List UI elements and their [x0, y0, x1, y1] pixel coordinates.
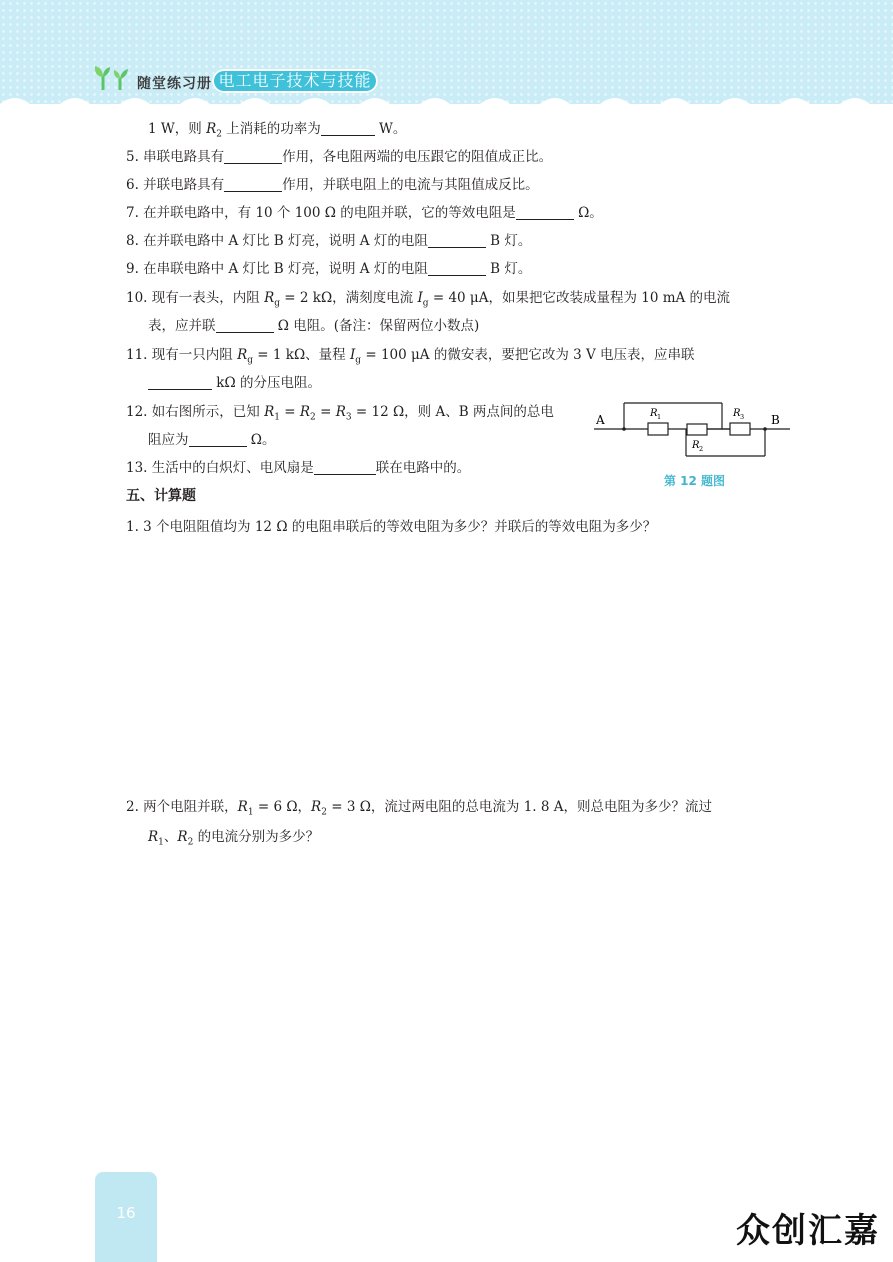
r3-label-sub: 3 — [740, 413, 745, 421]
question-6 — [126, 171, 806, 199]
q12-line2-text-a: 阻应为 — [148, 432, 189, 448]
c2-var-r1: R — [237, 799, 248, 815]
node-b-label: B — [771, 413, 780, 427]
answer-blank[interactable] — [321, 119, 375, 136]
answer-blank[interactable] — [224, 175, 282, 192]
answer-blank[interactable] — [216, 316, 274, 333]
question-10-line-2 — [148, 312, 828, 340]
q12-line2-text-b: Ω。 — [246, 432, 276, 448]
q13-text-b: 联在电路中的。 — [375, 460, 471, 476]
question-12-line-2 — [148, 426, 548, 454]
c2-line2-var-r1: R — [148, 829, 159, 845]
r1-label: R — [650, 408, 658, 419]
q12-var-r2-sub: 2 — [310, 412, 316, 423]
question-9 — [126, 255, 806, 283]
c2-line2-var-r2-sub: 2 — [187, 837, 194, 848]
q11-var-r-sub: g — [247, 355, 253, 366]
q4-var-r: R — [206, 121, 217, 137]
book-series-label: 随堂练习册 — [137, 76, 212, 92]
q10-text-a: 10. 现有一表头，内阻 — [126, 290, 265, 306]
q10-line2-text-b: Ω 电阻。(备注：保留两位小数点) — [273, 318, 480, 334]
sprout-logo-icon — [94, 64, 130, 90]
node-dot-right — [763, 427, 767, 431]
q13-text-a: 13. 生活中的白炽灯、电风扇是 — [126, 460, 314, 476]
q12-var-r2: R — [299, 404, 311, 420]
c2-line2-var-r1-sub: 1 — [158, 837, 164, 848]
r2-label: R — [692, 440, 700, 451]
q12-var-r3-sub: 3 — [345, 412, 352, 423]
calc-question-2-line-1 — [126, 793, 806, 827]
q8-text-a: 8. 在并联电路中 A 灯比 B 灯亮，说明 A 灯的电阻 — [126, 233, 428, 249]
page-number-tab — [95, 1172, 157, 1262]
calc-question-1: 1. 3 个电阻阻值均为 12 Ω 的电阻串联后的等效电阻为多少？并联后的等效电阻为多少？ — [126, 519, 657, 535]
page-header-band — [0, 0, 893, 104]
question-13 — [126, 454, 566, 482]
q12-var-r1-sub: 1 — [274, 412, 280, 423]
answer-blank[interactable] — [148, 373, 212, 390]
node-a-label: A — [596, 413, 605, 427]
q10-text-b: = 2 kΩ，满刻度电流 — [280, 290, 418, 306]
q7-text-b: Ω。 — [573, 205, 603, 221]
q11-text-c: = 100 μA 的微安表，要把它改为 3 V 电压表，应串联 — [361, 347, 695, 363]
answer-blank[interactable] — [314, 458, 376, 475]
r1-label-sub: 1 — [657, 413, 662, 421]
q10-var-i-sub: g — [422, 298, 429, 309]
q10-var-i: I — [417, 290, 423, 306]
q12-eq-2: = — [315, 404, 336, 420]
calc-question-2-line-2 — [148, 823, 828, 857]
q6-text-a: 6. 并联电路具有 — [126, 177, 225, 193]
section-heading-calculation: 五、计算题 — [126, 488, 196, 504]
q8-text-b: B 灯。 — [485, 233, 532, 249]
answer-blank[interactable] — [224, 147, 282, 164]
node-dot-left — [622, 427, 626, 431]
circuit-diagram — [590, 396, 800, 466]
watermark-logo: 众创汇嘉 — [736, 1211, 880, 1251]
q11-var-r: R — [237, 347, 248, 363]
question-7 — [126, 199, 806, 227]
question-8 — [126, 227, 806, 255]
r3-label: R — [733, 408, 741, 419]
question-11-line-2 — [148, 369, 828, 397]
q11-var-i-sub: g — [355, 355, 362, 366]
answer-blank[interactable] — [516, 203, 574, 220]
q4-text-b: 上消耗的功率为 — [221, 121, 321, 137]
q11-line2-text-b: kΩ 的分压电阻。 — [212, 375, 321, 391]
q9-text-a: 9. 在串联电路中 A 灯比 B 灯亮，说明 A 灯的电阻 — [126, 261, 428, 277]
q12-text-a: 12. 如右图所示，已知 — [126, 404, 265, 420]
q5-text-b: 作用，各电阻两端的电压跟它的阻值成正比。 — [282, 149, 553, 165]
q12-var-r3: R — [335, 404, 346, 420]
r2-label-sub: 2 — [699, 445, 704, 453]
q5-text-a: 5. 串联电路具有 — [126, 149, 225, 165]
answer-blank[interactable] — [189, 430, 247, 447]
c2-line2-text-b: 的电流分别为多少？ — [193, 829, 320, 845]
c2-text-b: = 6 Ω， — [253, 799, 312, 815]
q12-text-b: = 12 Ω，则 A、B 两点间的总电 — [351, 404, 554, 420]
q12-eq-1: = — [279, 404, 300, 420]
c2-line2-sep: 、 — [163, 829, 178, 845]
q12-var-r1: R — [264, 404, 275, 420]
c2-var-r2-sub: 2 — [321, 807, 327, 818]
q10-text-c: = 40 μA，如果把它改装成量程为 10 mA 的电流 — [428, 290, 731, 306]
c2-line2-var-r2: R — [177, 829, 188, 845]
figure-caption: 第 12 题图 — [664, 474, 726, 488]
q10-var-r: R — [264, 290, 275, 306]
c2-text-c: = 3 Ω，流过两电阻的总电流为 1. 8 A，则总电阻为多少？流过 — [326, 799, 713, 815]
resistor-r1 — [648, 423, 668, 435]
q10-line2-text-a: 表，应并联 — [148, 318, 216, 334]
resistor-r3 — [730, 423, 750, 435]
q7-text-a: 7. 在并联电路中，有 10 个 100 Ω 的电阻并联，它的等效电阻是 — [126, 205, 516, 221]
q6-text-b: 作用，并联电阻上的电流与其阻值成反比。 — [282, 177, 539, 193]
q11-var-i: I — [349, 347, 356, 363]
q4-text-a: 1 W，则 — [148, 121, 207, 137]
q10-var-r-sub: g — [274, 298, 280, 309]
page-number: 16 — [116, 1204, 136, 1222]
question-5 — [126, 143, 806, 171]
resistor-r2 — [687, 424, 707, 435]
header-wave-edge — [0, 92, 893, 116]
q9-text-b: B 灯。 — [485, 261, 532, 277]
q11-text-b: = 1 kΩ、量程 — [253, 347, 350, 363]
answer-blank[interactable] — [428, 259, 486, 276]
q4-text-c: W。 — [374, 121, 407, 137]
q4-var-r-sub: 2 — [216, 129, 222, 140]
answer-blank[interactable] — [428, 231, 486, 248]
c2-var-r2: R — [311, 799, 322, 815]
c2-var-r1-sub: 1 — [247, 807, 254, 818]
q11-text-a: 11. 现有一只内阻 — [126, 347, 238, 363]
c2-text-a: 2. 两个电阻并联， — [126, 799, 238, 815]
subject-title-pill: 电工电子技术与技能 — [212, 69, 378, 93]
